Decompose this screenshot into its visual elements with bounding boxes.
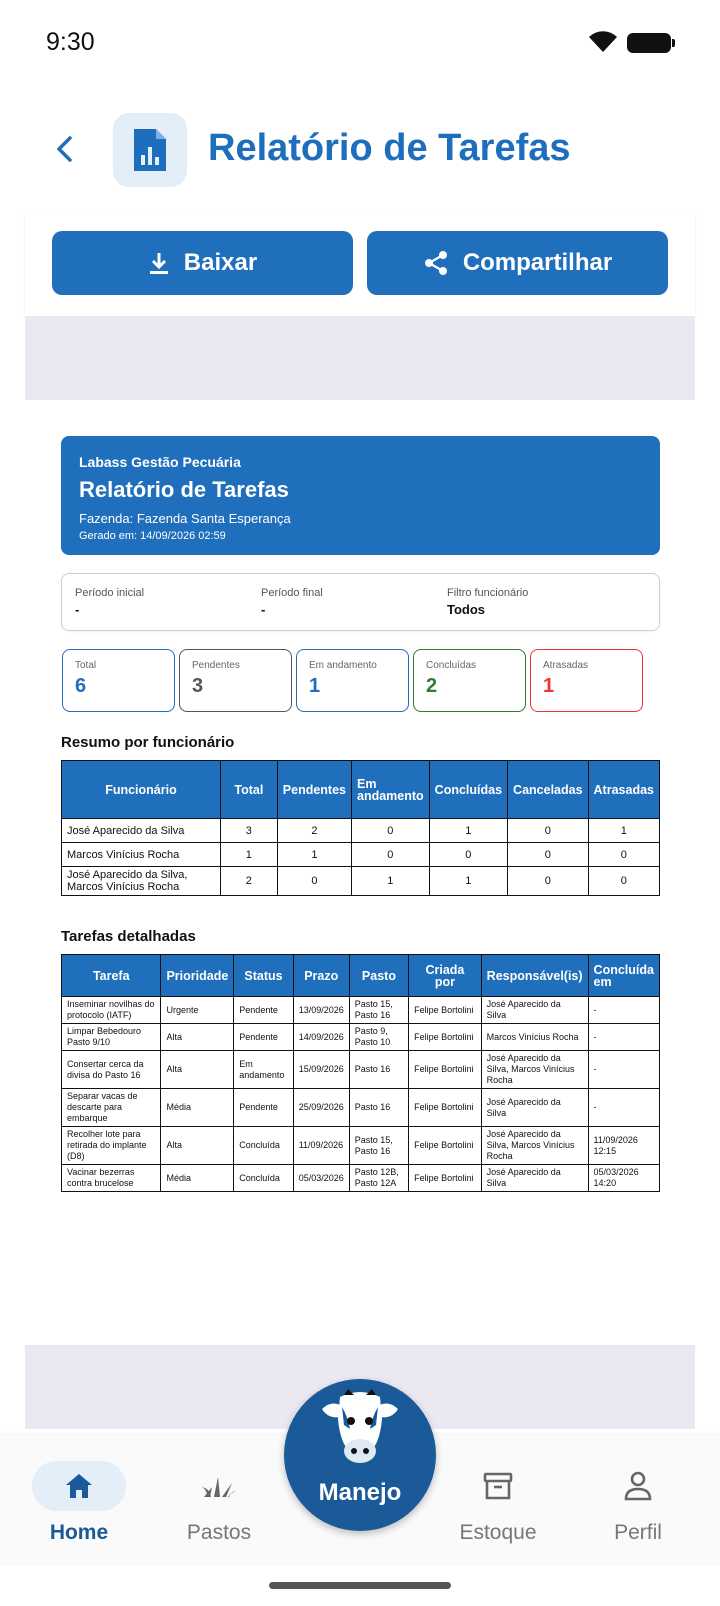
table-cell: 1 [277,843,351,867]
nav-pastures-label: Pastos [186,1521,252,1544]
nav-stock-label: Estoque [459,1521,537,1544]
stat-card [530,649,643,712]
table-header-cell: Total [220,761,277,819]
download-button[interactable] [52,231,353,295]
home-icon [64,1472,94,1500]
table-cell: 25/09/2026 [293,1089,349,1127]
table-cell: Pendente [234,1089,293,1127]
table-cell: 1 [588,819,659,843]
stat-card [62,649,175,712]
download-label: Baixar [183,249,258,276]
filter-end: Período final - [261,587,323,617]
table-cell: 0 [508,867,588,896]
table-cell: 11/09/2026 12:15 [588,1127,659,1165]
table-cell: Recolher lote para retirada do implante (D8) [62,1127,161,1165]
archive-icon [482,1470,514,1502]
summary-title: Resumo por funcionário [61,734,235,751]
stat-label: Total [75,660,97,671]
stat-label: Pendentes [192,660,240,671]
table-cell: Urgente [161,997,234,1024]
table-header-cell: Prazo [293,955,349,997]
table-row [62,843,660,867]
cow-icon [318,1389,402,1471]
tasks-table [61,954,660,1192]
summary-table [61,760,660,896]
stat-card [179,649,292,712]
table-cell: 1 [429,819,507,843]
table-cell: 1 [220,843,277,867]
stat-card [296,649,409,712]
table-header-cell: Pendentes [277,761,351,819]
wifi-icon [588,30,618,54]
table-cell: Pasto 16 [349,1051,408,1089]
table-cell: Inseminar novilhas do protocolo (IATF) [62,997,161,1024]
manage-fab-button[interactable] [284,1379,436,1531]
table-cell: 3 [220,819,277,843]
table-cell: Pendente [234,1024,293,1051]
nav-profile-label: Perfil [614,1521,662,1544]
share-label: Compartilhar [462,249,613,276]
table-cell: Média [161,1089,234,1127]
report-company: Labass Gestão Pecuária [79,454,241,470]
table-cell: Limpar Bebedouro Pasto 9/10 [62,1024,161,1051]
table-cell: Marcos Vinícius Rocha [62,843,221,867]
filter-summary [61,573,660,631]
stat-label: Em andamento [309,660,377,671]
battery-icon [627,33,671,53]
download-icon [148,251,170,275]
table-header-cell: Em andamento [352,761,430,819]
table-cell: 1 [429,867,507,896]
table-cell: José Aparecido da Silva [481,997,588,1024]
table-cell: - [588,997,659,1024]
report-header-card [61,436,660,555]
table-cell: Alta [161,1024,234,1051]
preview-background-top [25,316,695,400]
table-header-cell: Concluída em [588,955,659,997]
table-cell: 15/09/2026 [293,1051,349,1089]
table-row [62,1051,660,1089]
table-cell: Felipe Bortolini [409,1127,482,1165]
share-button[interactable] [367,231,668,295]
table-cell: Pasto 15, Pasto 16 [349,1127,408,1165]
table-row [62,819,660,843]
table-cell: 13/09/2026 [293,997,349,1024]
table-cell: - [588,1024,659,1051]
share-icon [423,250,449,276]
table-cell: 1 [352,867,430,896]
table-cell: Pasto 16 [349,1089,408,1127]
table-row [62,1024,660,1051]
stat-label: Atrasadas [543,660,589,671]
table-cell: 0 [508,843,588,867]
table-row [62,997,660,1024]
table-cell: Separar vacas de descarte para embarque [62,1089,161,1127]
table-cell: Média [161,1165,234,1192]
table-cell: Concluída [234,1165,293,1192]
status-bar [0,0,720,86]
table-cell: José Aparecido da Silva [481,1165,588,1192]
table-cell: Felipe Bortolini [409,997,482,1024]
table-cell: José Aparecido da Silva [481,1089,588,1127]
table-cell: 0 [508,819,588,843]
table-cell: 0 [429,843,507,867]
table-cell: José Aparecido da Silva, Marcos Vinícius Rocha [481,1051,588,1089]
table-header-cell: Responsável(is) [481,955,588,997]
table-header-cell: Concluídas [429,761,507,819]
table-row [62,1089,660,1127]
table-row [62,1165,660,1192]
table-header-cell: Tarefa [62,955,161,997]
stat-value: 1 [309,675,321,697]
table-header-cell: Prioridade [161,955,234,997]
report-icon [113,113,187,187]
table-cell: 14/09/2026 [293,1024,349,1051]
filter-employee: Filtro funcionário Todos [447,587,529,617]
report-farm: Fazenda: Fazenda Santa Esperança [79,511,291,526]
table-cell: Consertar cerca da divisa do Pasto 16 [62,1051,161,1089]
table-cell: José Aparecido da Silva, Marcos Vinícius Rocha [481,1127,588,1165]
table-cell: Felipe Bortolini [409,1024,482,1051]
filter-start: Período inicial - [75,587,145,617]
table-cell: - [588,1089,659,1127]
table-cell: 11/09/2026 [293,1127,349,1165]
stat-value: 2 [426,675,438,697]
table-cell: Pasto 15, Pasto 16 [349,997,408,1024]
stat-value: 1 [543,675,555,697]
table-cell: Felipe Bortolini [409,1051,482,1089]
action-toolbar [25,213,695,316]
tasks-title: Tarefas detalhadas [61,928,196,945]
table-header-cell: Atrasadas [588,761,659,819]
table-cell: Alta [161,1051,234,1089]
status-time: 9:30 [46,28,95,56]
table-header-cell: Status [234,955,293,997]
stat-card [413,649,526,712]
table-cell: Pasto 9, Pasto 10 [349,1024,408,1051]
table-cell: Felipe Bortolini [409,1089,482,1127]
table-cell: Alta [161,1127,234,1165]
table-header-cell: Pasto [349,955,408,997]
table-cell: 0 [352,843,430,867]
table-row [62,1127,660,1165]
table-cell: Concluída [234,1127,293,1165]
table-cell: Em andamento [234,1051,293,1089]
table-cell: - [588,1051,659,1089]
stat-value: 3 [192,675,204,697]
nav-home-label: Home [49,1521,109,1544]
table-cell: Pasto 12B, Pasto 12A [349,1165,408,1192]
table-cell: 0 [588,843,659,867]
stat-value: 6 [75,675,87,697]
table-cell: 0 [588,867,659,896]
table-cell: Marcos Vinícius Rocha [481,1024,588,1051]
table-header-cell: Funcionário [62,761,221,819]
table-cell: José Aparecido da Silva [62,819,221,843]
table-cell: Pendente [234,997,293,1024]
table-cell: 2 [220,867,277,896]
table-cell: 0 [352,819,430,843]
table-cell: 0 [277,867,351,896]
back-arrow-icon[interactable] [48,131,84,167]
report-generated: Gerado em: 14/09/2026 02:59 [79,530,226,542]
table-row [62,867,660,896]
home-indicator [269,1582,451,1589]
table-cell: 05/03/2026 14:20 [588,1165,659,1192]
table-cell: 2 [277,819,351,843]
page-title: Relatório de Tarefas [208,127,571,169]
report-title: Relatório de Tarefas [79,477,289,502]
table-cell: Felipe Bortolini [409,1165,482,1192]
stat-label: Concluídas [426,660,477,671]
table-header-cell: Criada por [409,955,482,997]
table-header-cell: Canceladas [508,761,588,819]
table-cell: José Aparecido da Silva, Marcos Vinícius Rocha [62,867,221,896]
grass-icon [202,1473,236,1499]
manage-fab-label: Manejo [318,1479,402,1506]
person-icon [623,1470,653,1502]
table-cell: Vacinar bezerras contra brucelose [62,1165,161,1192]
page-header [0,105,720,195]
table-cell: 05/03/2026 [293,1165,349,1192]
